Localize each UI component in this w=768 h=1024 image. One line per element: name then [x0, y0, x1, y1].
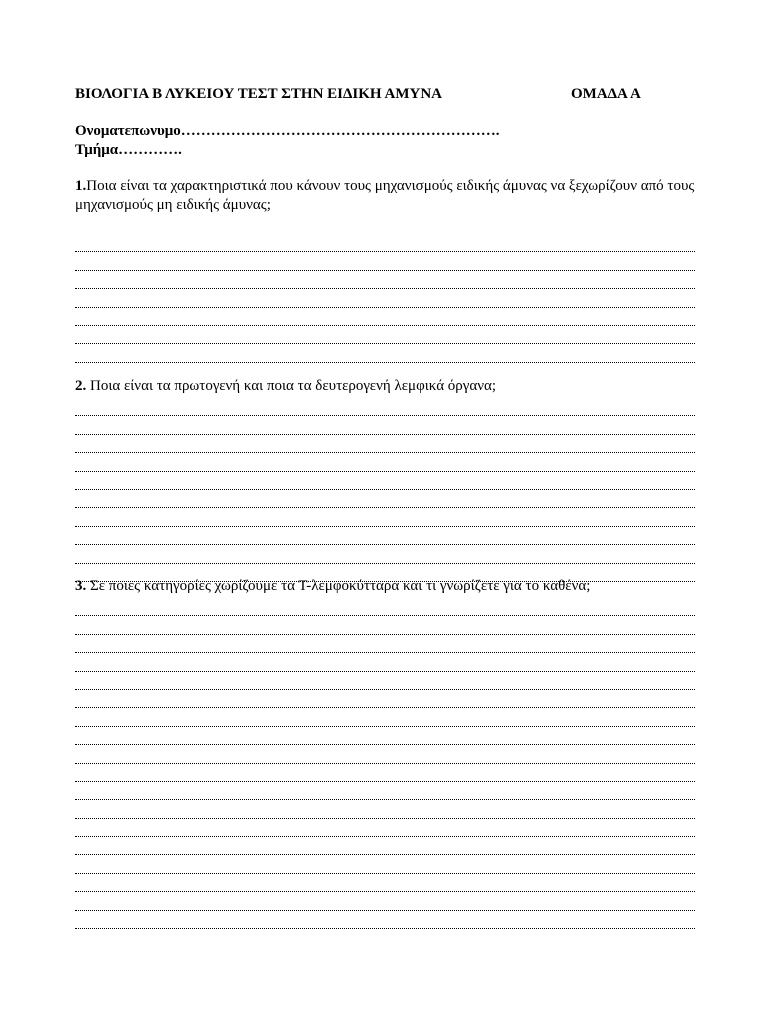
answer-line [75, 326, 695, 344]
question-2 [75, 377, 695, 396]
answer-line [75, 708, 695, 726]
question-number: 2. [75, 378, 87, 394]
answer-line [75, 782, 695, 800]
answer-line [75, 252, 695, 270]
answer-line [75, 271, 695, 289]
answer-line [75, 398, 695, 416]
answer-line [75, 855, 695, 873]
question-text: Ποια είναι τα πρωτογενή και ποια τα δευτερογενή λεμφικά όργανα; [86, 378, 497, 394]
answer-line [75, 435, 695, 453]
question-text: Ποια είναι τα χαρακτηριστικά που κάνουν τους μηχανισμούς ειδικής άμυνας να ξεχωρίζουν από τους μηχανισμούς μη ειδικής άμυνας; [75, 178, 695, 213]
header [75, 86, 695, 106]
page-title: ΒΙΟΛΟΓΙΑ Β ΛΥΚΕΙΟΥ ΤΕΣΤ ΣΤΗΝ ΕΙΔΙΚΗ ΑΜΥΝΑ [75, 86, 442, 102]
answer-line [75, 727, 695, 745]
group-label: ΟΜΑΔΑ Α [571, 86, 641, 102]
question-text: Σε ποιες κατηγορίες χωρίζουμε τα Τ-λεμφοκύτταρα και τι γνωρίζετε για το καθένα; [86, 578, 591, 594]
answer-line [75, 308, 695, 326]
answer-line [75, 892, 695, 910]
name-field[interactable]: Ονοματεπωνυμο………………………………………………………. [75, 123, 500, 139]
answer-line [75, 508, 695, 526]
answer-line [75, 598, 695, 616]
question-3 [75, 577, 695, 596]
answer-line [75, 472, 695, 490]
answer-line [75, 490, 695, 508]
answer-line [75, 800, 695, 818]
answer-line [75, 453, 695, 471]
question-number: 3. [75, 578, 87, 594]
answer-line [75, 745, 695, 763]
answer-line [75, 764, 695, 782]
answer-line [75, 672, 695, 690]
answer-line [75, 545, 695, 563]
answer-line [75, 289, 695, 307]
student-info [75, 122, 500, 160]
class-field[interactable]: Τμήμα…………. [75, 142, 182, 158]
answer-line [75, 837, 695, 855]
answer-line [75, 819, 695, 837]
answer-line [75, 616, 695, 634]
answer-area-1[interactable] [75, 234, 695, 363]
answer-area-3[interactable] [75, 598, 695, 929]
answer-line [75, 653, 695, 671]
answer-area-2[interactable] [75, 398, 695, 582]
answer-line [75, 234, 695, 252]
answer-line [75, 690, 695, 708]
answer-line [75, 911, 695, 929]
answer-line [75, 874, 695, 892]
answer-line [75, 635, 695, 653]
question-number: 1. [75, 178, 87, 194]
answer-line [75, 344, 695, 362]
answer-line [75, 527, 695, 545]
answer-line [75, 416, 695, 434]
question-1 [75, 177, 695, 215]
